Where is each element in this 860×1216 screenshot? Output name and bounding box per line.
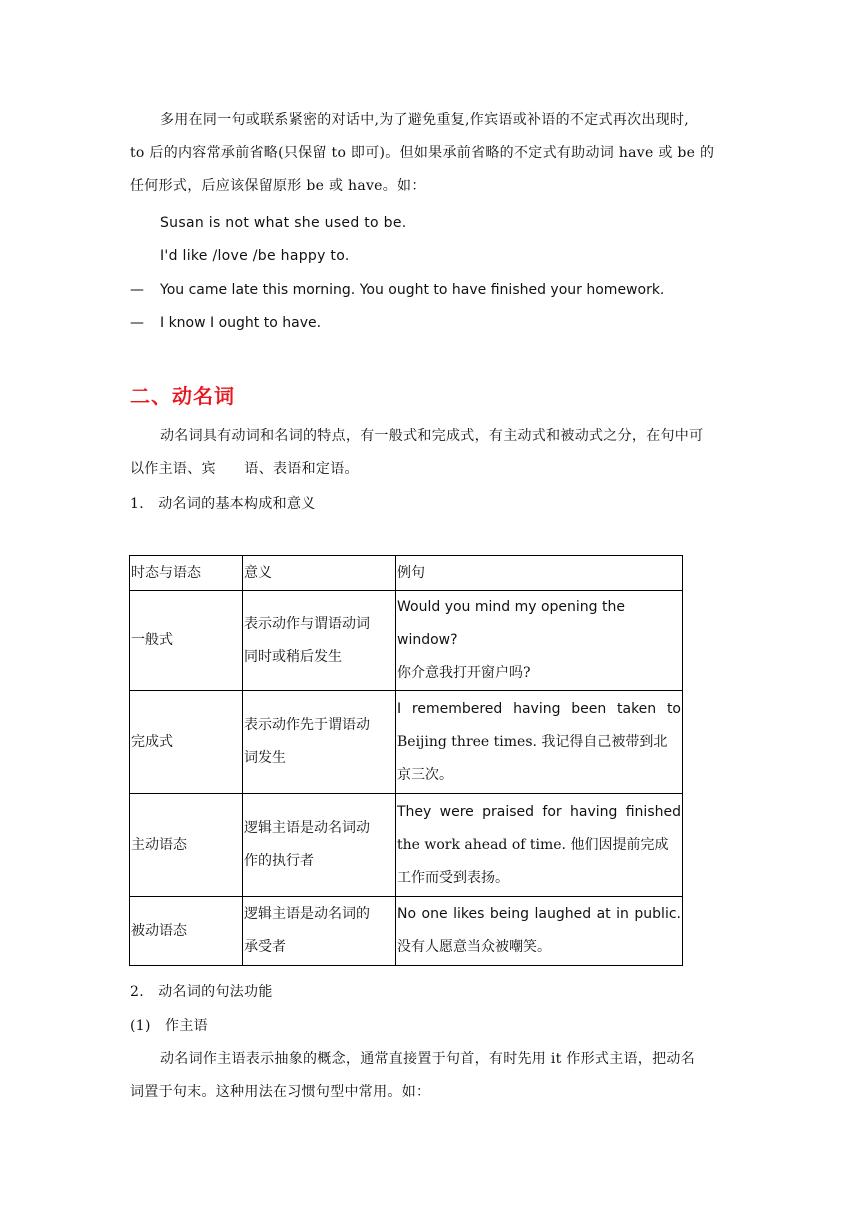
meaning-cell — [243, 897, 396, 966]
tense-cell: 一般式 — [130, 591, 243, 691]
subheading-2: 2. 动名词的句法功能 — [130, 984, 273, 1000]
meaning-line: 承受者 — [244, 939, 286, 955]
dialogue-dash: — — [130, 282, 144, 298]
example-line: 你介意我打开窗户吗? — [397, 665, 531, 681]
table-row — [130, 691, 683, 794]
example-4 — [130, 307, 321, 340]
section-heading: 二、动名词 — [130, 384, 235, 408]
tense-cell: 主动语态 — [130, 794, 243, 897]
section-description — [130, 420, 730, 486]
gerund-forms-table — [129, 555, 683, 966]
meaning-cell — [243, 591, 396, 691]
meaning-line: 词发生 — [244, 750, 286, 766]
table-row — [130, 897, 683, 966]
meaning-line: 表示动作先于谓语动 — [244, 717, 370, 733]
intro-line-1: 多用在同一句或联系紧密的对话中,为了避免重复,作宾语或补语的不定式再次出现时, — [160, 112, 690, 128]
intro-paragraph — [130, 104, 730, 203]
table-header-cell: 意义 — [243, 556, 396, 591]
table-row — [130, 794, 683, 897]
example-cell — [396, 897, 683, 966]
example-2: I'd like /love /be happy to. — [160, 248, 350, 264]
example-1: Susan is not what she used to be. — [160, 215, 407, 231]
subheading-2-1: (1) 作主语 — [130, 1018, 208, 1034]
example-cell — [396, 691, 683, 794]
intro-line-3: 任何形式，后应该保留原形 be 或 have。如： — [130, 178, 426, 194]
table-header-cell: 时态与语态 — [130, 556, 243, 591]
meaning-line: 表示动作与谓语动词 — [244, 615, 370, 632]
example-line: They were praised for having finished — [397, 803, 681, 820]
example-line: Beijing three times. 我记得自己被带到北 — [397, 733, 668, 750]
table-row — [130, 591, 683, 691]
example-cell — [396, 794, 683, 897]
function-desc-line-1: 动名词作主语表示抽象的概念，通常直接置于句首，有时先用 it 作形式主语，把动名 — [160, 1051, 696, 1067]
example-line: the work ahead of time. 他们因提前完成 — [397, 836, 669, 853]
table-header-cell: 例句 — [396, 556, 683, 591]
example-line: Would you mind my opening the window? — [397, 599, 625, 648]
tense-cell: 完成式 — [130, 691, 243, 794]
example-line: No one likes being laughed at in public. — [397, 906, 681, 922]
meaning-cell — [243, 691, 396, 794]
example-4-text: I know I ought to have. — [160, 315, 322, 331]
dialogue-dash: — — [130, 315, 144, 331]
meaning-cell — [243, 794, 396, 897]
meaning-line: 作的执行者 — [244, 853, 314, 869]
function-description — [130, 1043, 730, 1109]
intro-line-2: to 后的内容常承前省略(只保留 to 即可)。但如果承前省略的不定式有助动词 have 或 be 的 — [130, 145, 715, 161]
meaning-line: 同时或稍后发生 — [244, 648, 342, 665]
function-desc-line-2: 词置于句末。这种用法在习惯句型中常用。如： — [130, 1084, 431, 1100]
example-line: 没有人愿意当众被嘲笑。 — [397, 939, 551, 955]
section-desc-line-2: 以作主语、宾 语、表语和定语。 — [130, 461, 359, 477]
tense-cell: 被动语态 — [130, 897, 243, 966]
meaning-line: 逻辑主语是动名词的 — [244, 906, 370, 922]
meaning-line: 逻辑主语是动名词动 — [244, 820, 370, 836]
example-line: 工作而受到表扬。 — [397, 869, 509, 886]
example-3 — [130, 274, 664, 307]
example-cell — [396, 591, 683, 691]
example-line: I remembered having been taken to — [397, 700, 681, 717]
subheading-1: 1. 动名词的基本构成和意义 — [130, 496, 316, 512]
example-3-text: You came late this morning. You ought to have finished your homework. — [160, 282, 665, 298]
section-desc-line-1: 动名词具有动词和名词的特点，有一般式和完成式，有主动式和被动式之分，在句中可 — [160, 428, 704, 444]
table-header-row — [130, 556, 683, 591]
example-line: 京三次。 — [397, 766, 453, 783]
